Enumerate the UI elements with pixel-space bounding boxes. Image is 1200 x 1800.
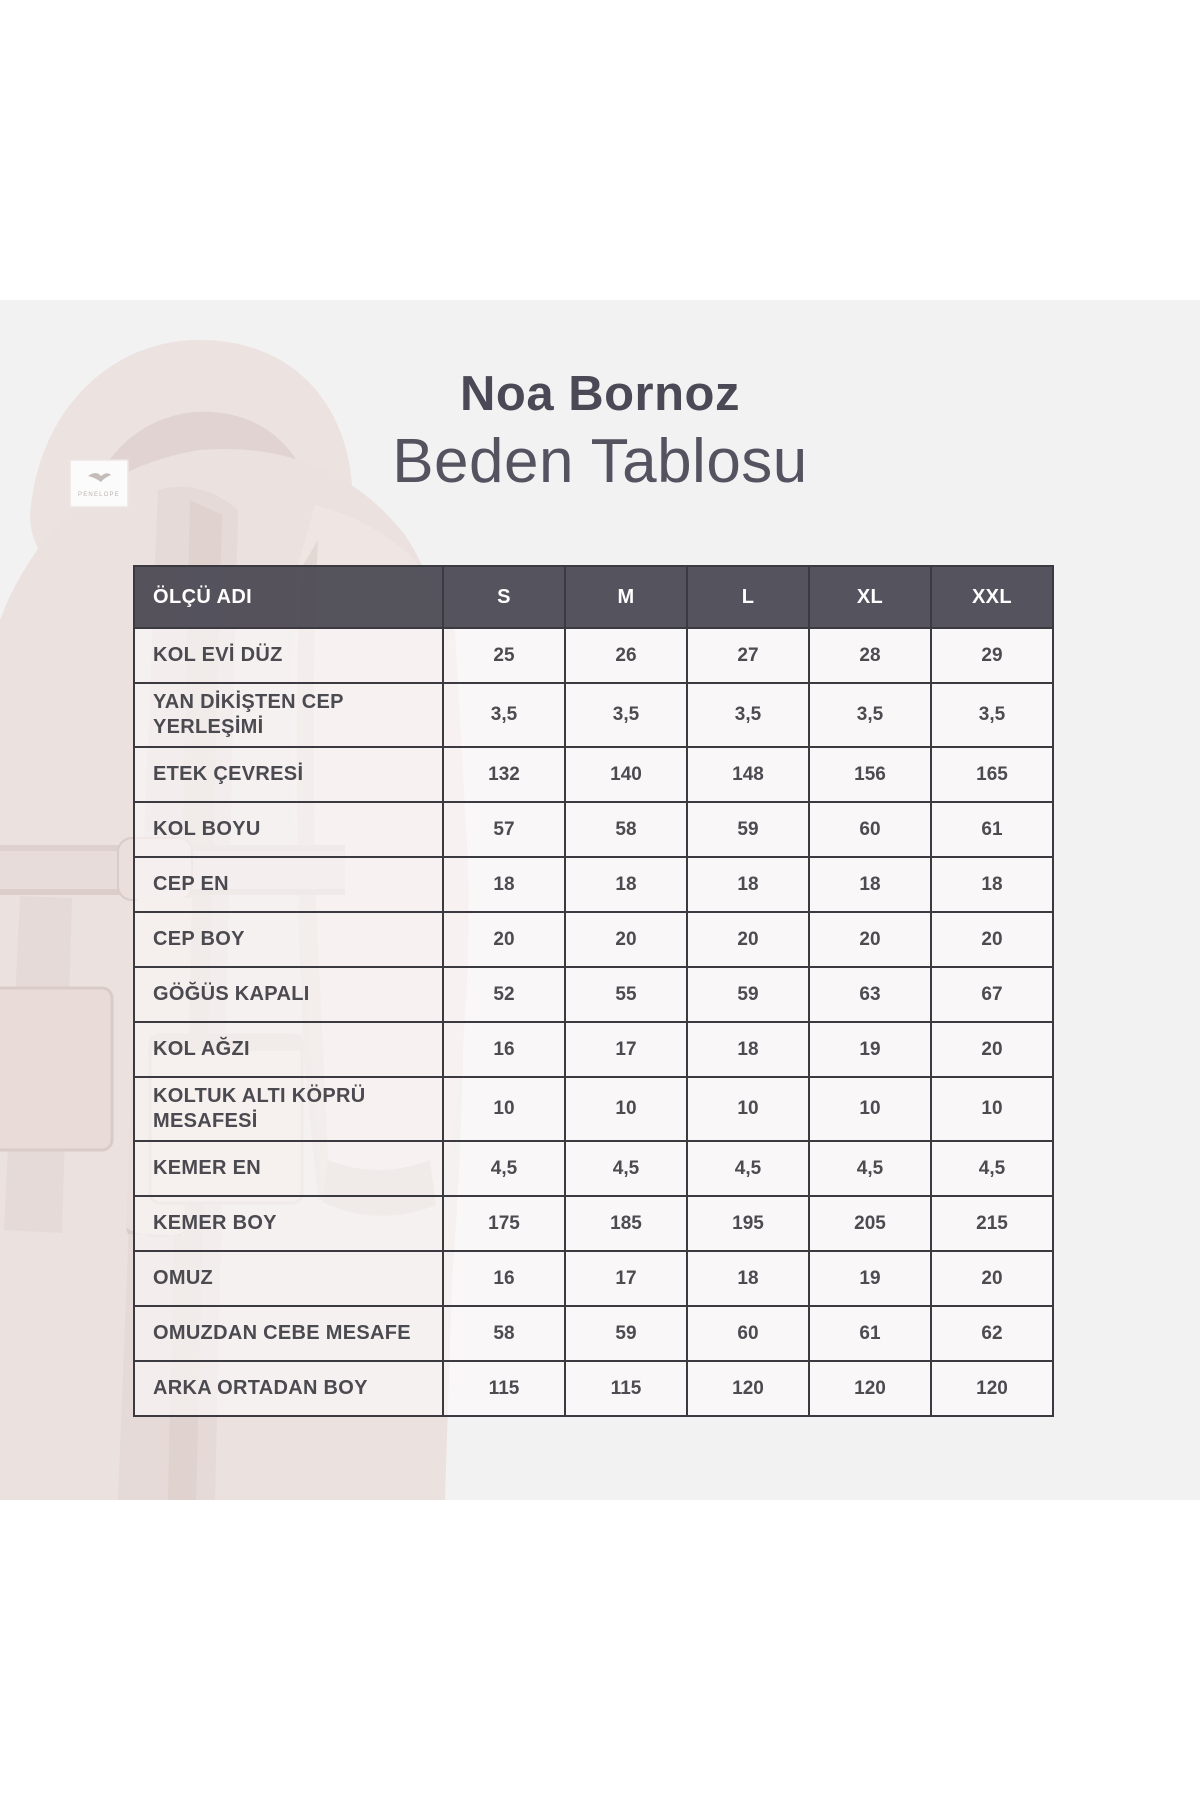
size-value-cell: 4,5 bbox=[809, 1141, 931, 1196]
size-value-cell: 165 bbox=[931, 747, 1053, 802]
column-header-size: XXL bbox=[931, 566, 1053, 628]
table-row bbox=[134, 1196, 1053, 1251]
size-value-cell: 195 bbox=[687, 1196, 809, 1251]
size-value-cell: 17 bbox=[565, 1251, 687, 1306]
page-title: Noa Bornoz bbox=[460, 367, 740, 421]
size-value-cell: 148 bbox=[687, 747, 809, 802]
size-value-cell: 52 bbox=[443, 967, 565, 1022]
size-value-cell: 10 bbox=[687, 1077, 809, 1141]
brand-label-text: PENELOPE bbox=[78, 492, 120, 498]
table-row bbox=[134, 683, 1053, 747]
size-value-cell: 120 bbox=[931, 1361, 1053, 1416]
size-value-cell: 4,5 bbox=[443, 1141, 565, 1196]
size-value-cell: 20 bbox=[443, 912, 565, 967]
size-table bbox=[133, 565, 1054, 1417]
row-label: KOLTUK ALTI KÖPRÜ MESAFESİ bbox=[134, 1077, 443, 1141]
size-value-cell: 10 bbox=[443, 1077, 565, 1141]
column-header-size: XL bbox=[809, 566, 931, 628]
size-value-cell: 20 bbox=[809, 912, 931, 967]
size-value-cell: 185 bbox=[565, 1196, 687, 1251]
row-label: OMUZDAN CEBE MESAFE bbox=[134, 1306, 443, 1361]
row-label: OMUZ bbox=[134, 1251, 443, 1306]
size-table-body bbox=[134, 628, 1053, 1416]
size-value-cell: 58 bbox=[443, 1306, 565, 1361]
size-value-cell: 10 bbox=[565, 1077, 687, 1141]
size-value-cell: 18 bbox=[443, 857, 565, 912]
size-value-cell: 3,5 bbox=[687, 683, 809, 747]
size-value-cell: 16 bbox=[443, 1022, 565, 1077]
title-block bbox=[0, 366, 1200, 497]
size-value-cell: 140 bbox=[565, 747, 687, 802]
row-label: KOL BOYU bbox=[134, 802, 443, 857]
table-row bbox=[134, 1077, 1053, 1141]
size-value-cell: 120 bbox=[687, 1361, 809, 1416]
size-value-cell: 59 bbox=[687, 967, 809, 1022]
column-header-measure-name: ÖLÇÜ ADI bbox=[134, 566, 443, 628]
row-label: YAN DİKİŞTEN CEP YERLEŞİMİ bbox=[134, 683, 443, 747]
size-value-cell: 26 bbox=[565, 628, 687, 683]
row-label: ARKA ORTADAN BOY bbox=[134, 1361, 443, 1416]
size-value-cell: 61 bbox=[809, 1306, 931, 1361]
size-value-cell: 3,5 bbox=[809, 683, 931, 747]
size-value-cell: 3,5 bbox=[931, 683, 1053, 747]
size-value-cell: 10 bbox=[931, 1077, 1053, 1141]
size-value-cell: 18 bbox=[565, 857, 687, 912]
size-value-cell: 58 bbox=[565, 802, 687, 857]
table-row bbox=[134, 1141, 1053, 1196]
table-row bbox=[134, 802, 1053, 857]
size-value-cell: 16 bbox=[443, 1251, 565, 1306]
row-label: CEP BOY bbox=[134, 912, 443, 967]
size-value-cell: 20 bbox=[687, 912, 809, 967]
column-header-size: L bbox=[687, 566, 809, 628]
size-value-cell: 18 bbox=[687, 857, 809, 912]
row-label: KEMER BOY bbox=[134, 1196, 443, 1251]
size-value-cell: 115 bbox=[565, 1361, 687, 1416]
size-value-cell: 28 bbox=[809, 628, 931, 683]
size-value-cell: 62 bbox=[931, 1306, 1053, 1361]
table-row bbox=[134, 628, 1053, 683]
size-value-cell: 61 bbox=[931, 802, 1053, 857]
row-label: KOL AĞZI bbox=[134, 1022, 443, 1077]
table-row bbox=[134, 747, 1053, 802]
size-value-cell: 20 bbox=[931, 1022, 1053, 1077]
size-value-cell: 18 bbox=[809, 857, 931, 912]
size-value-cell: 132 bbox=[443, 747, 565, 802]
row-label: ETEK ÇEVRESİ bbox=[134, 747, 443, 802]
size-value-cell: 55 bbox=[565, 967, 687, 1022]
size-value-cell: 20 bbox=[931, 1251, 1053, 1306]
row-label: KEMER EN bbox=[134, 1141, 443, 1196]
size-value-cell: 115 bbox=[443, 1361, 565, 1416]
size-value-cell: 59 bbox=[565, 1306, 687, 1361]
size-value-cell: 10 bbox=[809, 1077, 931, 1141]
size-value-cell: 25 bbox=[443, 628, 565, 683]
size-value-cell: 60 bbox=[809, 802, 931, 857]
size-value-cell: 67 bbox=[931, 967, 1053, 1022]
size-value-cell: 18 bbox=[687, 1251, 809, 1306]
table-row bbox=[134, 1251, 1053, 1306]
table-row bbox=[134, 912, 1053, 967]
column-header-size: S bbox=[443, 566, 565, 628]
size-value-cell: 57 bbox=[443, 802, 565, 857]
size-value-cell: 4,5 bbox=[565, 1141, 687, 1196]
size-value-cell: 19 bbox=[809, 1022, 931, 1077]
size-value-cell: 156 bbox=[809, 747, 931, 802]
table-row bbox=[134, 967, 1053, 1022]
size-value-cell: 205 bbox=[809, 1196, 931, 1251]
size-value-cell: 3,5 bbox=[443, 683, 565, 747]
size-value-cell: 19 bbox=[809, 1251, 931, 1306]
table-row bbox=[134, 1022, 1053, 1077]
size-value-cell: 175 bbox=[443, 1196, 565, 1251]
row-label: KOL EVİ DÜZ bbox=[134, 628, 443, 683]
table-row bbox=[134, 857, 1053, 912]
size-value-cell: 18 bbox=[687, 1022, 809, 1077]
size-value-cell: 29 bbox=[931, 628, 1053, 683]
content-band bbox=[0, 300, 1200, 1500]
size-table-header-row bbox=[134, 566, 1053, 628]
size-value-cell: 17 bbox=[565, 1022, 687, 1077]
robe-pocket-left bbox=[0, 988, 112, 1150]
size-value-cell: 59 bbox=[687, 802, 809, 857]
size-value-cell: 63 bbox=[809, 967, 931, 1022]
row-label: GÖĞÜS KAPALI bbox=[134, 967, 443, 1022]
size-value-cell: 215 bbox=[931, 1196, 1053, 1251]
size-value-cell: 20 bbox=[931, 912, 1053, 967]
size-value-cell: 4,5 bbox=[931, 1141, 1053, 1196]
size-value-cell: 27 bbox=[687, 628, 809, 683]
table-row bbox=[134, 1361, 1053, 1416]
column-header-size: M bbox=[565, 566, 687, 628]
table-row bbox=[134, 1306, 1053, 1361]
size-value-cell: 4,5 bbox=[687, 1141, 809, 1196]
page-subtitle: Beden Tablosu bbox=[392, 427, 808, 497]
size-value-cell: 20 bbox=[565, 912, 687, 967]
size-value-cell: 60 bbox=[687, 1306, 809, 1361]
size-value-cell: 3,5 bbox=[565, 683, 687, 747]
row-label: CEP EN bbox=[134, 857, 443, 912]
size-value-cell: 120 bbox=[809, 1361, 931, 1416]
size-value-cell: 18 bbox=[931, 857, 1053, 912]
